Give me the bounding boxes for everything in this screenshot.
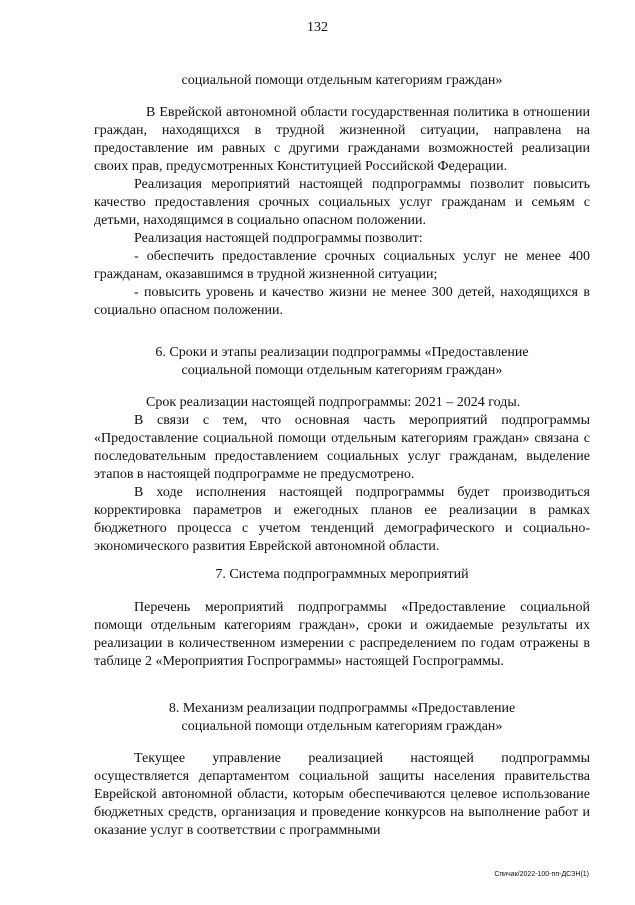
intro-paragraph: Реализация настоящей подпрограммы позволит: (134, 231, 423, 246)
intro-paragraph: - обеспечить предоставление срочных социальных услуг не менее 400 гражданам, оказавшимся в трудной жизненной ситуации; (94, 249, 590, 282)
intro-paragraph: В Еврейской автономной области государственная политика в отношении граждан, находящихся в трудной жизненной ситуации, направлена на предоставление им равных с другими гражданами возможностей реализации своих прав, предусмотренных Конституцией Российской Федерации. (94, 105, 590, 174)
section-7-body (94, 599, 590, 671)
section-7-paragraph: Перечень мероприятий подпрограммы «Предоставление социальной помощи отдельным категориям граждан», сроки и ожидаемые результаты их реализации в количественном измерении с распределением по годам отражены в таблице 2 «Мероприятия Госпрограммы» настоящей Госпрограммы. (94, 600, 590, 669)
section-6-paragraph: Срок реализации настоящей подпрограммы: 2021 – 2024 годы. (146, 395, 521, 410)
intro-paragraph: - повысить уровень и качество жизни не менее 300 детей, находящихся в социально опасном положении. (94, 285, 590, 318)
header-line: социальной помощи отдельным категориям граждан» (181, 73, 503, 88)
section-6-paragraph: В ходе исполнения настоящей подпрограммы будет производиться корректировка параметров и ежегодных планов ее реализации в рамках бюджетного процесса с учетом тенденций демографического и социально-экономического развития Еврейской автономной области. (94, 485, 590, 554)
footer-document-code: Спичак/2022-100-пп-ДСЗН(1) (494, 871, 589, 878)
intro-block (94, 104, 590, 320)
section-6-body (94, 394, 590, 556)
intro-paragraph: Реализация мероприятий настоящей подпрограммы позволит повысить качество предоставления срочных социальных услуг гражданам и семьям с детьми, находящимся в социально опасном положении. (94, 177, 590, 228)
section-6-title (94, 344, 590, 380)
section-8-body (94, 750, 590, 840)
section-8-title (94, 700, 590, 736)
section-8-title-line: социальной помощи отдельным категориям граждан» (181, 719, 503, 734)
section-6-paragraph: В связи с тем, что основная часть мероприятий подпрограммы «Предоставление социальной помощи отдельным категориям граждан» связана с последовательным предоставлением социальных услуг гражданам, выделение этапов в настоящей подпрограмме не предусмотрено. (94, 413, 590, 482)
section-8-title-line: 8. Механизм реализации подпрограммы «Предоставление (168, 701, 516, 716)
section-8-paragraph: Текущее управление реализацией настоящей подпрограммы осуществляется департаментом социальной защиты населения правительства Еврейской автономной области, которым обеспечиваются целевое использование бюджетных средств, организация и проведение конкурсов на выполнение работ и оказание услуг в соответствии с программными (94, 751, 590, 838)
page-number: 132 (307, 20, 328, 35)
section-6-title-line: социальной помощи отдельным категориям граждан» (181, 363, 503, 378)
section-7-title: 7. Система подпрограммных мероприятий (215, 567, 469, 582)
section-6-title-line: 6. Сроки и этапы реализации подпрограммы «Предоставление (155, 345, 529, 360)
